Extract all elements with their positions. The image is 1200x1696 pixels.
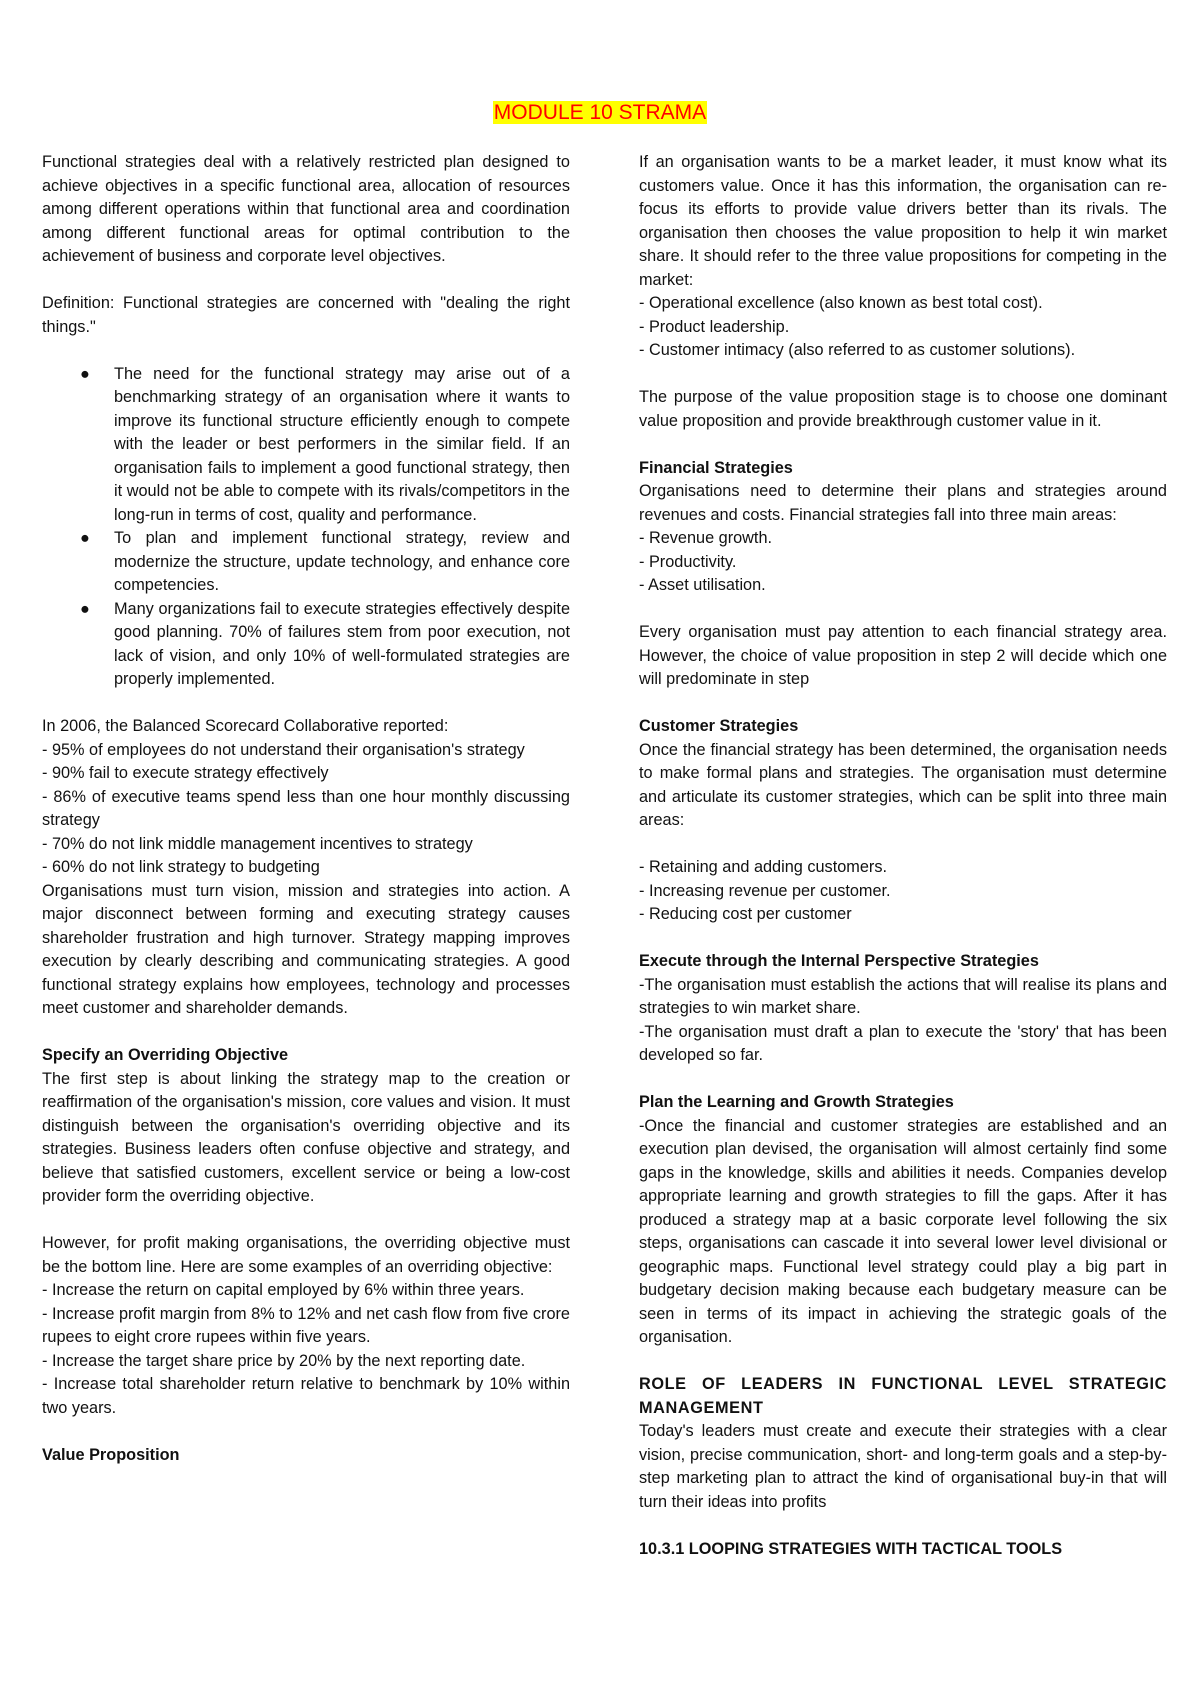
left-column: [42, 151, 570, 1467]
customer-item: - Retaining and adding customers.: [639, 858, 887, 876]
objective-paragraph: The first step is about linking the strategy map to the creation or reaffirmation of the organisation's mission, core values and vision. It must distinguish between the organisation's overriding objective and its strategies. Business leaders often confuse objective and strategy, and believe that satisfied customers, excellent service or being a low-cost provider form the overriding objective.: [42, 1069, 570, 1205]
bullet-icon: ●: [80, 599, 90, 618]
right-column: [639, 151, 1167, 1561]
profit-item: - Increase the target share price by 20% by the next reporting date.: [42, 1351, 526, 1370]
list-item: ● The need for the functional strategy may arise out of a benchmarking strategy of an organisation where it wants to improve its functional structure efficiently enough to compete with the leader or best performers in the similar field. If an organisation fails to implement a good functional strategy, then it would not be able to compete with its rivals/competitors in the long-run in terms of cost, quality and performance.: [80, 364, 570, 524]
vision-paragraph: Organisations must turn vision, mission and strategies into action. A major disconnect between forming and executing strategy causes shareholder frustration and high turnover. Strategy mapping improves execution by clearly describing and communicating strategies. A good functional strategy explains how employees, technology and processes meet customer and shareholder demands.: [42, 881, 570, 1017]
page-title: MODULE 10 STRAMA: [493, 101, 707, 124]
financial-paragraph: Organisations need to determine their plans and strategies around revenues and costs. Financial strategies fall into three main areas:: [639, 482, 1167, 524]
role-heading: ROLE OF LEADERS IN FUNCTIONAL LEVEL STRATEGIC MANAGEMENT: [639, 1375, 1167, 1417]
internal-item: -The organisation must draft a plan to execute the 'story' that has been developed so far.: [639, 1022, 1167, 1064]
customer-item: - Reducing cost per customer: [639, 905, 852, 923]
report-item: - 86% of executive teams spend less than one hour monthly discussing strategy: [42, 787, 570, 829]
profit-item: - Increase profit margin from 8% to 12% and net cash flow from five crore rupees to eight crore rupees within five years.: [42, 1304, 570, 1346]
report-item: - 90% fail to execute strategy effectively: [42, 764, 329, 782]
value-item: - Operational excellence (also known as best total cost).: [639, 294, 1043, 312]
report-item: - 70% do not link middle management incentives to strategy: [42, 834, 473, 853]
role-paragraph: Today's leaders must create and execute their strategies with a clear vision, precise communication, short- and long-term goals and a step-by-step marketing plan to attract the kind of organisational buy-in that will turn their ideas into profits: [639, 1422, 1167, 1511]
bullet-list: [42, 363, 570, 692]
looping-heading: 10.3.1 LOOPING STRATEGIES WITH TACTICAL TOOLS: [639, 1539, 1063, 1558]
intro-paragraph: Functional strategies deal with a relatively restricted plan designed to achieve objectives in a specific functional area, allocation of resources among different operations within that functional area and coordination among different functional areas for optimal contribution to the achievement of business and corporate level objectives.: [42, 153, 570, 265]
financial-item: - Asset utilisation.: [639, 576, 766, 594]
profit-paragraph: However, for profit making organisations, the overriding objective must be the bottom line. Here are some examples of an overriding objective:: [42, 1234, 570, 1276]
leader-paragraph: If an organisation wants to be a market leader, it must know what its customers value. Once it has this information, the organisation can re-focus its efforts to provide value drivers better than its rivals. The organisation then chooses the value proposition to help it win market share. It should refer to the three value propositions for competing in the market:: [639, 153, 1167, 289]
customer-item: - Increasing revenue per customer.: [639, 881, 891, 900]
bullet-icon: ●: [80, 529, 90, 547]
page-title-wrap: [0, 100, 1200, 126]
customer-heading: Customer Strategies: [639, 717, 799, 735]
internal-item: -The organisation must establish the actions that will realise its plans and strategies to win market share.: [639, 975, 1167, 1017]
objective-heading: Specify an Overriding Objective: [42, 1046, 289, 1064]
financial-heading: Financial Strategies: [639, 458, 793, 477]
value-heading: Value Proposition: [42, 1445, 180, 1464]
purpose-paragraph: The purpose of the value proposition stage is to choose one dominant value proposition and provide breakthrough customer value in it.: [639, 388, 1167, 430]
learning-paragraph: -Once the financial and customer strategies are established and an execution plan devised, the organisation will almost certainly find some gaps in the knowledge, skills and abilities it needs. Companies develop appropriate learning and growth strategies to fill the gaps. After it has produced a strategy map at a basic corporate level following the six steps, organisations can cascade it into several lower level divisional or geographic maps. Functional level strategy could play a big part in budgetary decision making because each budgetary measure can be seen in terms of its impact in achieving the strategic goals of the organisation.: [639, 1116, 1167, 1346]
attention-paragraph: Every organisation must pay attention to each financial strategy area. However, the choice of value proposition in step 2 will decide which one will predominate in step: [639, 623, 1167, 688]
profit-item: - Increase the return on capital employed by 6% within three years.: [42, 1281, 525, 1299]
financial-item: - Productivity.: [639, 552, 737, 571]
list-item: ● Many organizations fail to execute strategies effectively despite good planning. 70% of failures stem from poor execution, not lack of vision, and only 10% of well-formulated strategies are properly implemented.: [80, 599, 570, 688]
bullet-icon: ●: [80, 364, 90, 383]
report-item: - 95% of employees do not understand their organisation's strategy: [42, 740, 525, 759]
list-item: ● To plan and implement functional strategy, review and modernize the structure, update technology, and enhance core competencies.: [80, 529, 570, 594]
internal-heading: Execute through the Internal Perspective Strategies: [639, 952, 1039, 970]
profit-item: - Increase total shareholder return relative to benchmark by 10% within two years.: [42, 1375, 570, 1417]
value-item: - Product leadership.: [639, 317, 790, 336]
report-intro: In 2006, the Balanced Scorecard Collaborative reported:: [42, 717, 449, 735]
financial-item: - Revenue growth.: [639, 529, 773, 547]
learning-heading: Plan the Learning and Growth Strategies: [639, 1093, 954, 1111]
definition-paragraph: Definition: Functional strategies are concerned with "dealing the right things.": [42, 294, 570, 336]
report-item: - 60% do not link strategy to budgeting: [42, 858, 320, 876]
customer-paragraph: Once the financial strategy has been determined, the organisation needs to make formal plans and strategies. The organisation must determine and articulate its customer strategies, which can be split into three main areas:: [639, 740, 1167, 829]
value-item: - Customer intimacy (also referred to as customer solutions).: [639, 341, 1076, 359]
